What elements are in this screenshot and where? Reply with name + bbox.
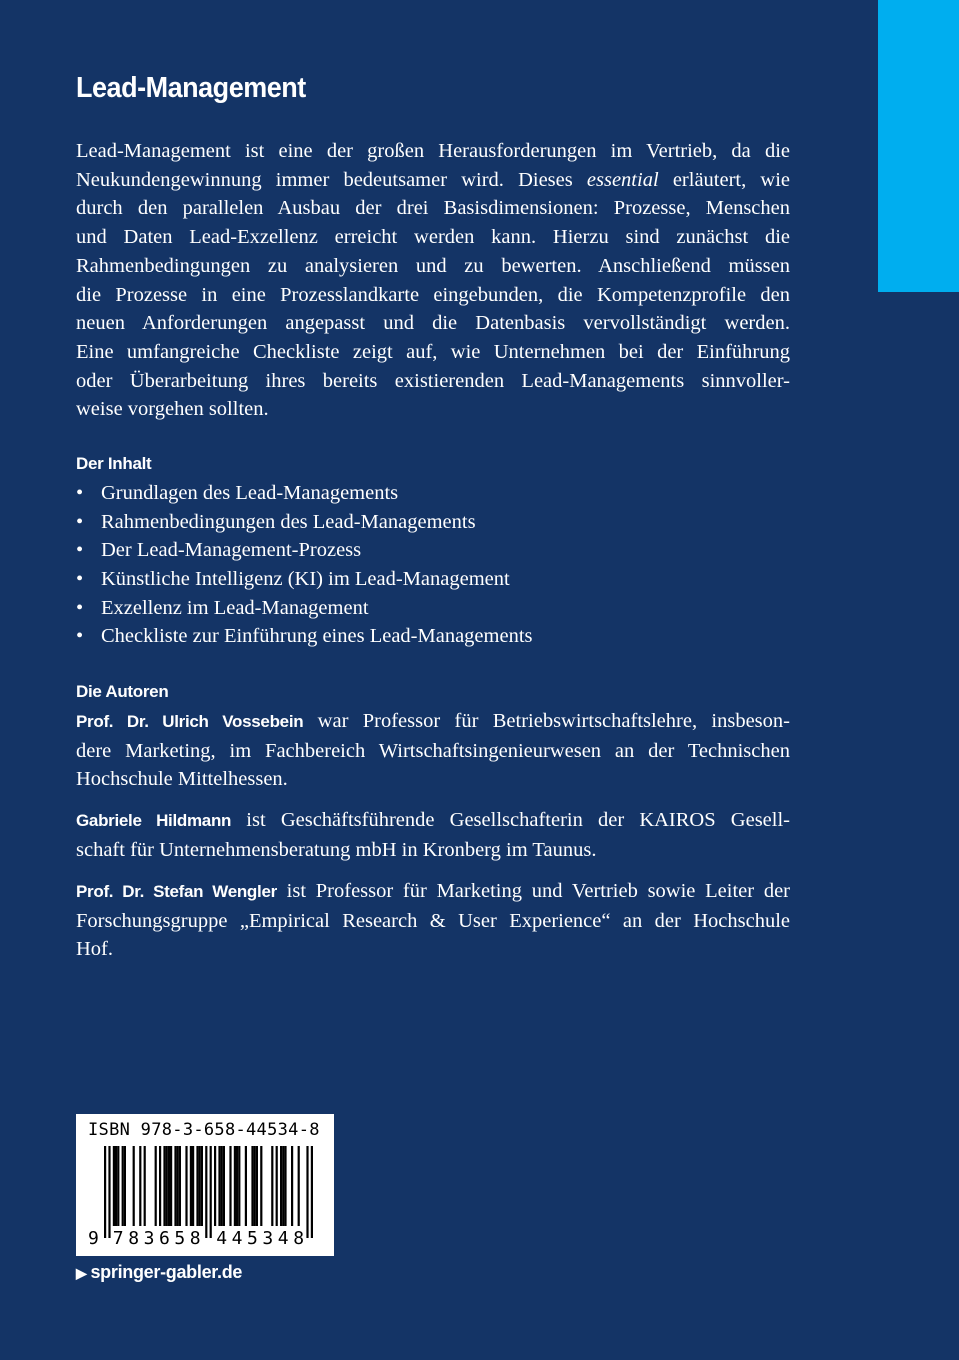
barcode-bar (280, 1146, 282, 1226)
barcode-bar (159, 1146, 161, 1226)
author-bio-line: dere Marketing, im Fachbereich Wirtschaftsingenieurwesen an der Technischen (76, 739, 790, 762)
barcode-digit: 4 (216, 1228, 228, 1249)
barcode-bar (163, 1146, 165, 1226)
barcode-digit: 3 (262, 1228, 274, 1249)
authors-heading: Die Autoren (76, 682, 169, 701)
barcode-bar (284, 1146, 286, 1226)
barcode-digit: 9 (88, 1228, 99, 1249)
barcode-digits (76, 1228, 334, 1252)
barcode-bar (298, 1146, 300, 1226)
blurb-line: Lead-Management ist eine der großen Herausforderungen im Vertrieb, da die (76, 140, 790, 162)
barcode-bar (155, 1146, 157, 1226)
bullet-icon: • (76, 539, 84, 562)
blurb-line: Eine umfangreiche Checkliste zeigt auf, wie Unternehmen bei der Einführung (76, 340, 790, 363)
author-name: Prof. Dr. Stefan Wengler (76, 882, 277, 901)
book-title: Lead-Management (76, 72, 306, 104)
bullet-icon: • (76, 568, 84, 591)
blurb-line: die Prozesse in eine Prozesslandkarte eingebunden, die Kompetenzprofile den (76, 283, 790, 306)
barcode-bar (251, 1146, 253, 1226)
blurb (76, 137, 790, 424)
barcode-digit: 6 (159, 1228, 170, 1249)
accent-bar (878, 0, 959, 292)
author-bio (76, 707, 790, 794)
barcode-bar (108, 1146, 110, 1238)
arrow-right-icon: ▶ (76, 1265, 87, 1281)
barcode-bar (238, 1146, 240, 1226)
blurb-line: oder Überarbeitung ihres bereits existierenden Lead-Managements sinnvoller- (76, 369, 790, 392)
barcode-bar (254, 1146, 256, 1226)
bullet-icon: • (76, 596, 84, 619)
author-bio-line: Hochschule Mittelhessen. (76, 768, 288, 791)
barcode-bar (117, 1146, 119, 1226)
barcode-bar (113, 1146, 115, 1226)
barcode-digit: 8 (128, 1228, 140, 1249)
barcode-bar (291, 1146, 293, 1226)
barcode-bar (218, 1146, 220, 1226)
barcode-bar (166, 1146, 168, 1226)
barcode-digit: 5 (174, 1228, 186, 1249)
barcode-bar (177, 1146, 179, 1226)
barcode-digit: 4 (231, 1228, 243, 1249)
author-bio (76, 877, 790, 964)
author-bio-line: Prof. Dr. Ulrich Vossebein war Professor für Betriebswirtschaftslehre, insbeson- (76, 710, 790, 732)
barcode-bar (144, 1146, 146, 1226)
blurb-line: weise vorgehen sollten. (76, 398, 269, 421)
barcode-bar (210, 1146, 212, 1238)
barcode-digit: 7 (112, 1228, 124, 1249)
website-url: springer-gabler.de (90, 1262, 243, 1282)
contents-item: • Der Lead-Management-Prozess (76, 536, 790, 565)
barcode-bar (221, 1146, 223, 1226)
barcode-bar (234, 1146, 236, 1226)
barcode-bar (196, 1146, 198, 1226)
barcode-bar (256, 1146, 258, 1226)
barcode-bar (124, 1146, 126, 1226)
barcode-bar (122, 1146, 124, 1226)
barcode-bar (276, 1146, 278, 1226)
barcode-bar (192, 1146, 194, 1226)
barcode-bar (133, 1146, 135, 1226)
barcode-bar (282, 1146, 284, 1226)
barcode-bar (139, 1146, 141, 1226)
publisher-website[interactable] (76, 1262, 242, 1283)
author-bio-line: Prof. Dr. Stefan Wengler ist Professor für Marketing und Vertrieb sowie Leiter der (76, 880, 790, 902)
contents-item: • Rahmenbedingungen des Lead-Managements (76, 508, 790, 537)
barcode-bar (168, 1146, 170, 1226)
bullet-icon: • (76, 625, 84, 648)
barcode-bar (174, 1146, 176, 1226)
bullet-icon: • (76, 510, 84, 533)
contents-list (76, 479, 790, 651)
barcode-bar (115, 1146, 117, 1226)
barcode-digit: 5 (247, 1228, 258, 1249)
barcode-bar (260, 1146, 262, 1226)
author-bio-line: Gabriele Hildmann ist Geschäftsführende Gesellschafterin der KAIROS Gesell- (76, 809, 790, 831)
barcode-bar (205, 1146, 207, 1238)
contents-item: • Künstliche Intelligenz (KI) im Lead-Management (76, 565, 790, 594)
barcode-bar (229, 1146, 231, 1226)
blurb-emphasis: essential (586, 168, 659, 191)
blurb-line: durch den parallelen Ausbau der drei Basisdimensionen: Prozesse, Menschen (76, 197, 790, 220)
barcode-bar (271, 1146, 273, 1226)
barcode-bar (311, 1146, 313, 1238)
barcode-digit: 8 (189, 1228, 201, 1249)
barcode-bar (170, 1146, 172, 1226)
author-bio (76, 806, 790, 864)
blurb-line: Rahmenbedingungen zu analysieren und zu bewerten. Anschließend müssen (76, 254, 790, 277)
isbn-label: ISBN 978-3-658-44534-8 (88, 1120, 320, 1140)
barcode-digit: 3 (143, 1228, 155, 1249)
barcode-bar (185, 1146, 187, 1226)
barcode-bar (201, 1146, 203, 1226)
barcode-bar (190, 1146, 192, 1226)
blurb-line: Neukundengewinnung immer bedeutsamer wird. Dieses essential erläutert, wie (76, 168, 791, 191)
barcode-bar (104, 1146, 106, 1238)
barcode-bar (236, 1146, 238, 1226)
barcode-bar (199, 1146, 201, 1226)
blurb-line: und Daten Lead-Exzellenz erreicht werden kann. Hierzu sind zunächst die (76, 226, 790, 249)
barcode-bar (245, 1146, 247, 1226)
barcode-bar (223, 1146, 225, 1226)
barcode-digit: 4 (277, 1228, 289, 1249)
contents-heading: Der Inhalt (76, 454, 152, 473)
barcode-bar (179, 1146, 181, 1226)
contents-item: • Checkliste zur Einführung eines Lead-Managements (76, 622, 790, 651)
author-bio-line: Hof. (76, 938, 114, 961)
isbn-barcode (76, 1114, 334, 1256)
author-bio-line: schaft für Unternehmensberatung mbH in Kronberg im Taunus. (76, 838, 597, 861)
author-name: Prof. Dr. Ulrich Vossebein (76, 712, 304, 731)
bullet-icon: • (76, 482, 84, 504)
barcode-bar (306, 1146, 308, 1238)
contents-item: • Grundlagen des Lead-Managements (76, 479, 790, 508)
contents-item: • Exzellenz im Lead-Management (76, 594, 790, 623)
blurb-line: neuen Anforderungen angepasst und die Datenbasis vervollständigt werden. (76, 312, 790, 335)
barcode-digit: 8 (293, 1228, 305, 1249)
author-name: Gabriele Hildmann (76, 811, 232, 830)
barcode-bar (214, 1146, 216, 1226)
author-bio-line: Forschungsgruppe „Empirical Research & User Experience“ an der Hochschule (76, 909, 790, 932)
